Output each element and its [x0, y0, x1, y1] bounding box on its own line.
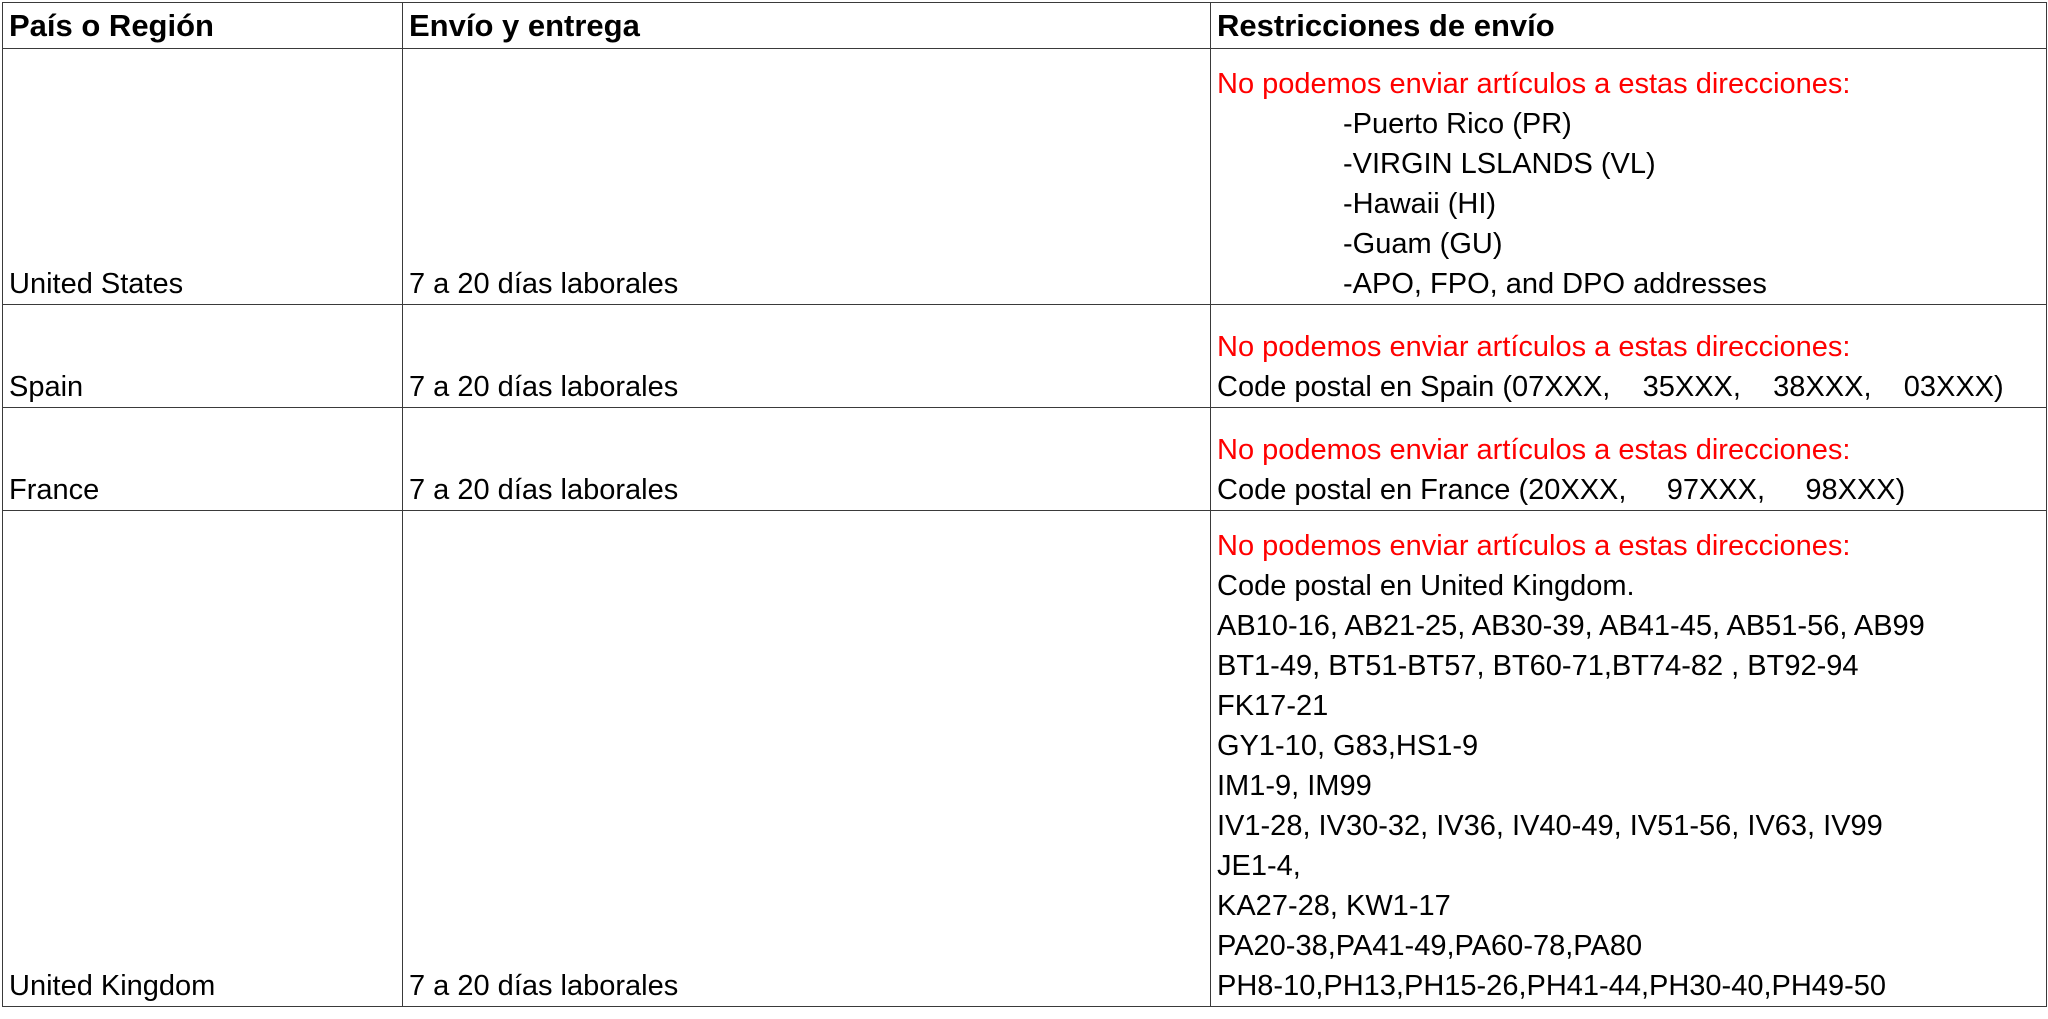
table-row-spain — [3, 305, 2047, 408]
country-cell: France — [3, 408, 403, 511]
restriction-line: -VIRGIN LSLANDS (VL) — [1343, 148, 1656, 180]
restriction-line: -APO, FPO, and DPO addresses — [1343, 268, 1767, 300]
restrictions-cell — [1211, 49, 2047, 305]
country-cell: United Kingdom — [3, 511, 403, 1007]
restriction-line: Code postal en United Kingdom. — [1217, 570, 1635, 602]
restriction-line: IV1-28, IV30-32, IV36, IV40-49, IV51-56, IV63, IV99 — [1217, 810, 1883, 842]
restriction-line: JE1-4, — [1217, 850, 1301, 882]
restrictions-cell — [1211, 408, 2047, 511]
restriction-line: GY1-10, G83,HS1-9 — [1217, 730, 1479, 762]
shipping-time-cell: 7 a 20 días laborales — [403, 305, 1211, 408]
country-cell: United States — [3, 49, 403, 305]
restriction-line: Code postal en France (20XXX, 97XXX, 98XXX) — [1217, 474, 1906, 506]
restriction-line: -Hawaii (HI) — [1343, 188, 1497, 220]
table-row-united-states — [3, 49, 2047, 305]
restrictions-cell — [1211, 305, 2047, 408]
restriction-line: FK17-21 — [1217, 690, 1329, 722]
restriction-line: Code postal en Spain (07XXX, 35XXX, 38XXX, 03XXX) — [1217, 371, 2004, 403]
restriction-line: AB10-16, AB21-25, AB30-39, AB41-45, AB51-56, AB99 — [1217, 610, 1925, 642]
table-row-united-kingdom — [3, 511, 2047, 1007]
restriction-heading: No podemos enviar artículos a estas direcciones: — [1217, 434, 1851, 466]
table-row-france — [3, 408, 2047, 511]
restriction-line: BT1-49, BT51-BT57, BT60-71,BT74-82 , BT92-94 — [1217, 650, 1859, 682]
restriction-heading: No podemos enviar artículos a estas direcciones: — [1217, 68, 1851, 100]
restriction-line: -Guam (GU) — [1343, 228, 1503, 260]
header-restrictions: Restricciones de envío — [1211, 3, 2047, 49]
country-cell: Spain — [3, 305, 403, 408]
restriction-line: PH8-10,PH13,PH15-26,PH41-44,PH30-40,PH49-50 — [1217, 970, 1886, 1002]
restriction-line: -Puerto Rico (PR) — [1343, 108, 1572, 140]
shipping-time-cell: 7 a 20 días laborales — [403, 511, 1211, 1007]
restriction-heading: No podemos enviar artículos a estas direcciones: — [1217, 530, 1851, 562]
restriction-line: PA20-38,PA41-49,PA60-78,PA80 — [1217, 930, 1643, 962]
shipping-time-cell: 7 a 20 días laborales — [403, 408, 1211, 511]
restriction-heading: No podemos enviar artículos a estas direcciones: — [1217, 331, 1851, 363]
header-shipping: Envío y entrega — [403, 3, 1211, 49]
restriction-line: KA27-28, KW1-17 — [1217, 890, 1451, 922]
header-country: País o Región — [3, 3, 403, 49]
shipping-restrictions-table — [2, 2, 2047, 1007]
shipping-time-cell: 7 a 20 días laborales — [403, 49, 1211, 305]
table-header-row — [3, 3, 2047, 49]
restrictions-cell — [1211, 511, 2047, 1007]
restriction-line: IM1-9, IM99 — [1217, 770, 1372, 802]
